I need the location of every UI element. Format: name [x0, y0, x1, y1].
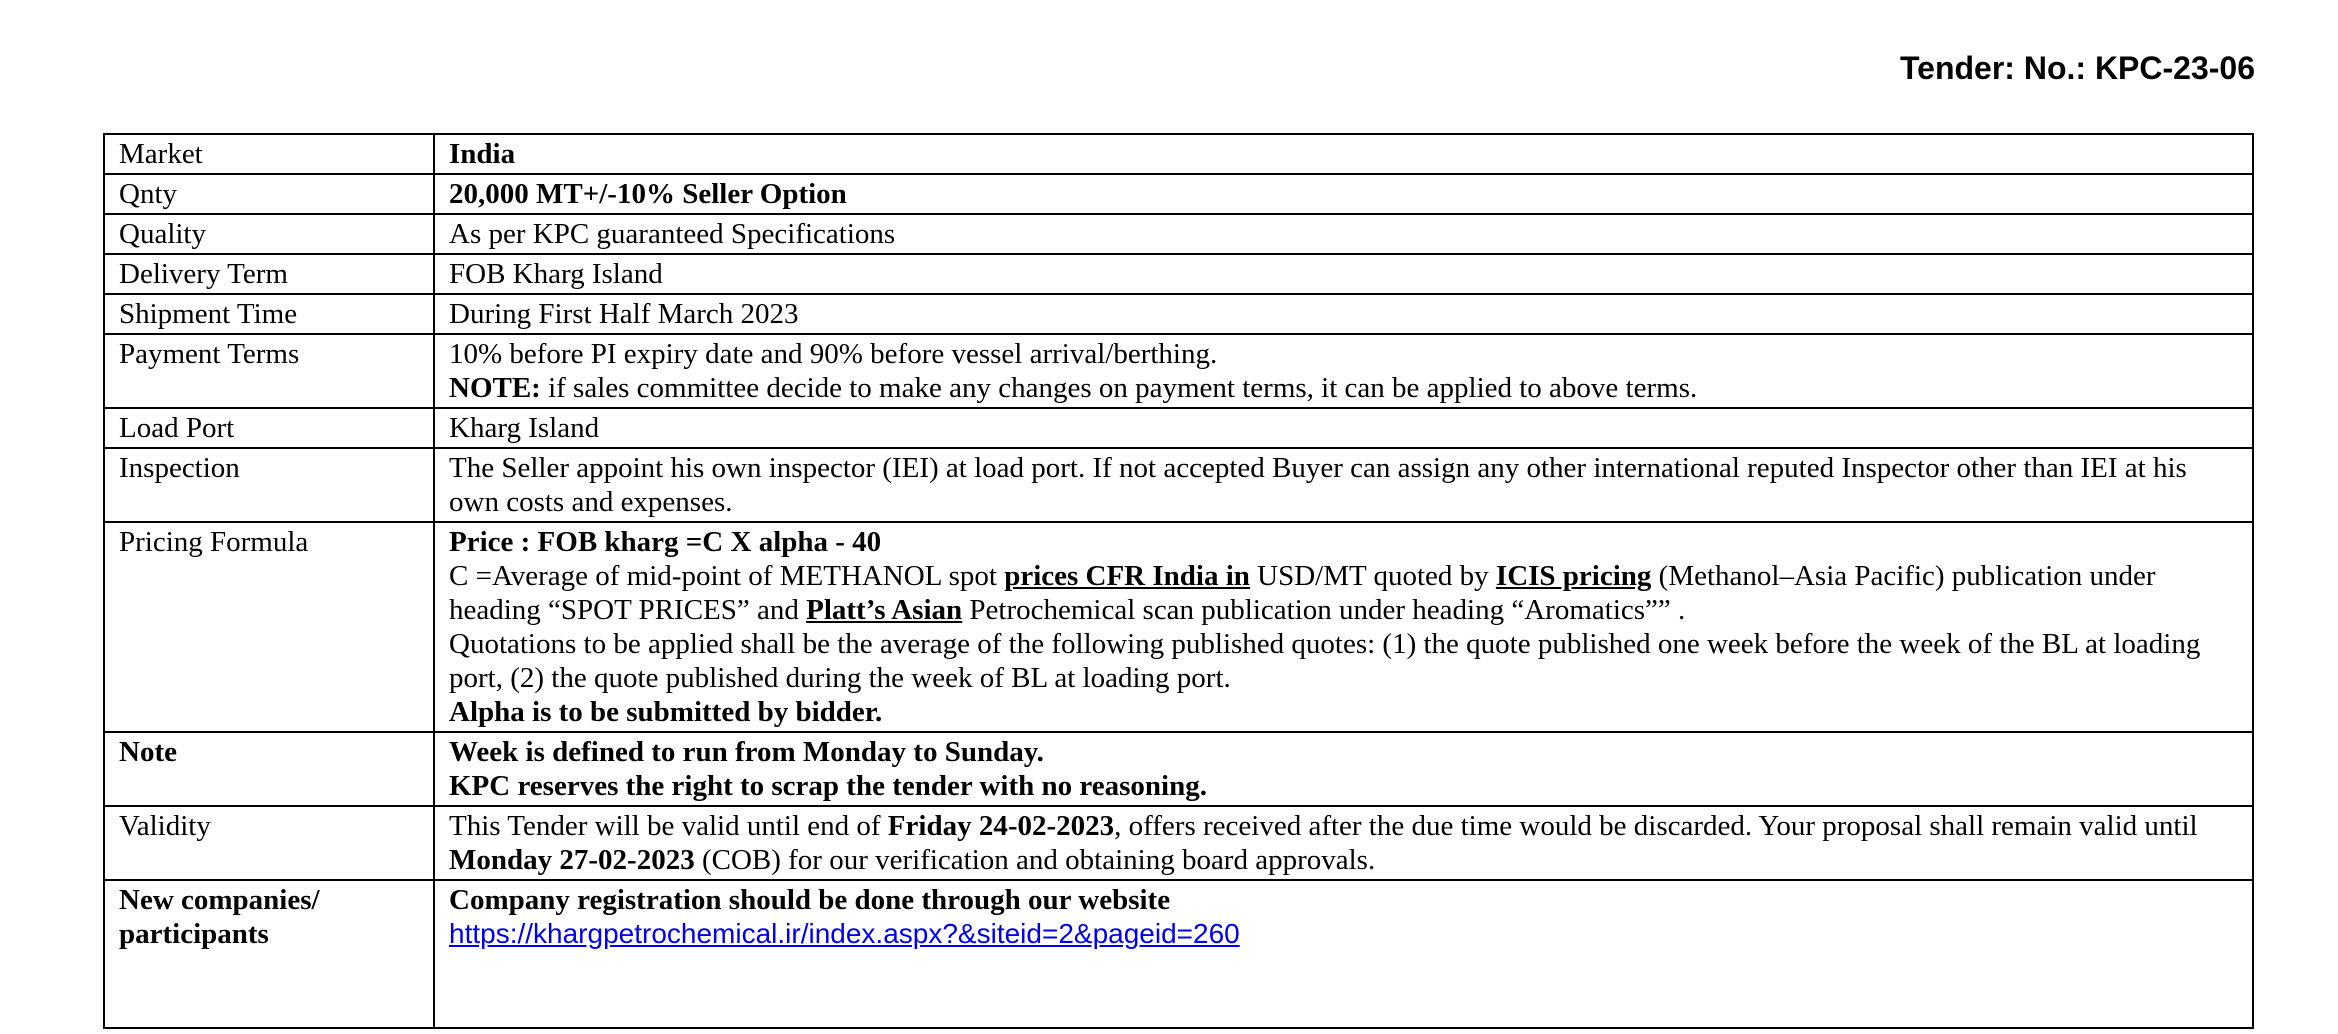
quality-value: As per KPC guaranteed Specifications	[434, 214, 2253, 254]
price-line: Price : FOB kharg =C X alpha - 40	[449, 526, 882, 558]
load-port-value: Kharg Island	[434, 408, 2253, 448]
row-label: Pricing Formula	[104, 522, 434, 732]
row-label: Note	[104, 732, 434, 806]
c-underline: prices CFR India in	[1004, 560, 1250, 592]
c-text: USD/MT quoted by	[1249, 560, 1496, 592]
table-row	[104, 732, 2253, 806]
table-row	[104, 134, 2253, 174]
new-companies-label: New companies/	[119, 884, 320, 916]
row-label: Qnty	[104, 174, 434, 214]
payment-line: 10% before PI expiry date and 90% before vessel arrival/berthing.	[449, 338, 1218, 370]
row-label	[104, 880, 434, 1028]
registration-text: Company registration should be done through our website	[449, 884, 1171, 916]
table-row	[104, 880, 2253, 1028]
c-text: C =Average of mid-point of METHANOL spot	[449, 560, 1005, 592]
table-row	[104, 214, 2253, 254]
validity-text: This Tender will be valid until end of	[449, 810, 888, 842]
quotations-text: Quotations to be applied shall be the average of the following published quotes: (1) the quote published one week before the week of the BL at loading port, (2) the quote published during the week of BL at loading port.	[449, 628, 2201, 694]
validity-date: Monday 27-02-2023	[449, 844, 695, 876]
note-line: Week is defined to run from Monday to Sunday.	[449, 736, 1044, 768]
table-row	[104, 806, 2253, 880]
row-label: Payment Terms	[104, 334, 434, 408]
row-label: Shipment Time	[104, 294, 434, 334]
table-row	[104, 174, 2253, 214]
note-line: KPC reserves the right to scrap the tender with no reasoning.	[449, 770, 1207, 802]
terms-table	[103, 133, 2254, 1029]
validity-text: , offers received after the due time would be discarded. Your proposal shall remain valid until	[1114, 810, 2198, 842]
table-row	[104, 408, 2253, 448]
table-row	[104, 448, 2253, 522]
c-text: (Methanol–Asia Pacific) publication under heading “SPOT PRICES” and	[449, 560, 2156, 626]
qnty-value: 20,000 MT+/-10% Seller Option	[434, 174, 2253, 214]
row-label: Market	[104, 134, 434, 174]
row-label: Inspection	[104, 448, 434, 522]
note-label: NOTE:	[449, 372, 541, 404]
new-companies-label: participants	[119, 918, 269, 950]
inspection-value: The Seller appoint his own inspector (IEI) at load port. If not accepted Buyer can assign any other international reputed Inspector other than IEI at his own costs and expenses.	[434, 448, 2253, 522]
row-label: Load Port	[104, 408, 434, 448]
validity-text: (COB) for our verification and obtaining board approvals.	[694, 844, 1376, 876]
table-row	[104, 334, 2253, 408]
row-label: Delivery Term	[104, 254, 434, 294]
row-label: Quality	[104, 214, 434, 254]
tender-number: Tender: No.: KPC-23-06	[1899, 50, 2255, 86]
table-row	[104, 294, 2253, 334]
market-value: India	[434, 134, 2253, 174]
table-row	[104, 254, 2253, 294]
validity-value	[434, 806, 2253, 880]
note-value	[434, 732, 2253, 806]
table-row	[104, 522, 2253, 732]
c-underline: Platt’s Asian	[806, 594, 963, 626]
c-definition	[449, 559, 2242, 627]
row-label: Validity	[104, 806, 434, 880]
alpha-text: Alpha is to be submitted by bidder.	[449, 696, 883, 728]
c-underline: ICIS pricing	[1495, 560, 1652, 592]
payment-note	[449, 371, 2242, 405]
shipment-value: During First Half March 2023	[434, 294, 2253, 334]
validity-date: Friday 24-02-2023	[887, 810, 1115, 842]
delivery-value: FOB Kharg Island	[434, 254, 2253, 294]
pricing-value	[434, 522, 2253, 732]
c-text: Petrochemical scan publication under heading “Aromatics”” .	[962, 594, 1686, 626]
new-companies-value	[434, 880, 2253, 1028]
note-text: if sales committee decide to make any changes on payment terms, it can be applied to above terms.	[540, 372, 1698, 404]
payment-value	[434, 334, 2253, 408]
registration-link[interactable]: https://khargpetrochemical.ir/index.aspx?&siteid=2&pageid=260	[449, 918, 1240, 949]
